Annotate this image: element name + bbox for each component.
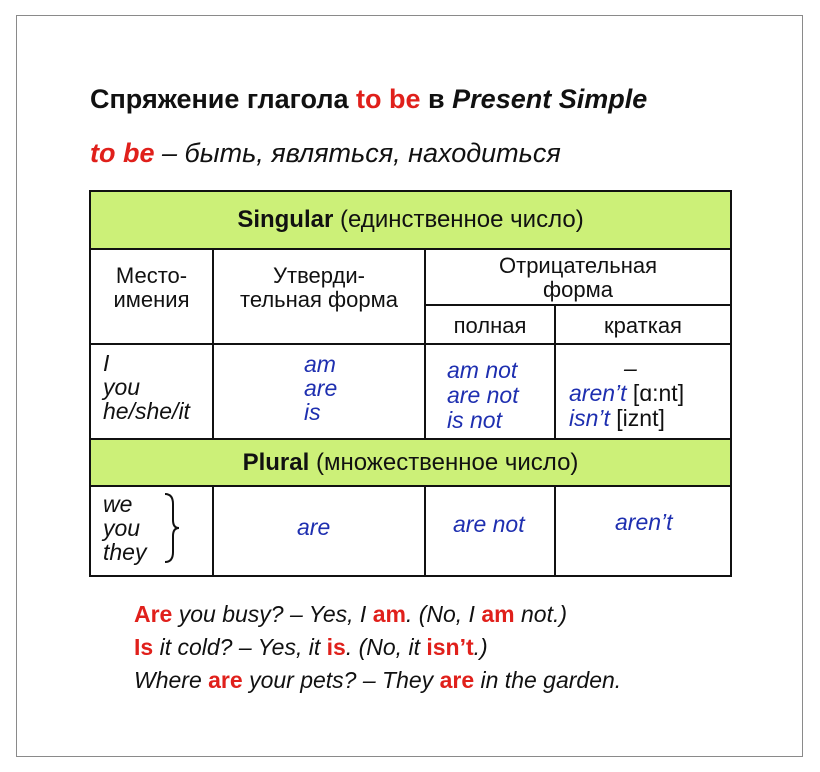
plural-affirmative: are <box>297 514 331 540</box>
singular-note: (единственное число) <box>333 206 584 233</box>
ex3-text-2: your pets? – They <box>242 667 440 693</box>
header-negative-short: краткая <box>604 313 682 338</box>
ex3-are: are <box>208 667 243 693</box>
form-am: am <box>304 351 336 377</box>
subtitle-verb: to be <box>90 138 155 168</box>
pronoun-he-she-it: he/she/it <box>103 398 190 424</box>
plural-label: Plural <box>242 449 310 476</box>
plural-heading <box>91 449 730 477</box>
conjugation-table <box>89 190 732 577</box>
form-isnt: isn’t <box>569 405 610 431</box>
short-dash: – <box>624 355 637 381</box>
ex3-text: Where <box>134 667 209 693</box>
title-text: Спряжение глагола <box>90 84 357 114</box>
singular-negative-full <box>447 358 519 433</box>
singular-heading <box>91 206 730 234</box>
title-tense: Present Simple <box>452 84 648 114</box>
title-verb: to be <box>356 84 421 114</box>
header-negative: Отрицательная форма <box>499 253 657 302</box>
form-are: are <box>304 375 338 401</box>
example-3 <box>134 664 621 697</box>
form-am-not: am not <box>447 357 518 383</box>
singular-band <box>91 192 730 248</box>
ex1-are: Are <box>134 601 173 627</box>
ex1-text-3: not.) <box>514 601 568 627</box>
plural-band <box>91 440 730 485</box>
plural-pronouns <box>103 492 146 564</box>
plural-negative-short: aren’t <box>615 509 673 535</box>
short-isnt-row <box>569 406 684 431</box>
ipa-arent: [ɑ:nt] <box>626 380 685 406</box>
title-text-2: в <box>420 84 453 114</box>
subtitle-meaning: – быть, являться, находиться <box>154 138 561 168</box>
examples <box>134 598 621 697</box>
ipa-isnt: [iznt] <box>609 405 665 431</box>
ex3-are-2: are <box>439 667 475 693</box>
form-are-not: are not <box>447 382 519 408</box>
ex2-isnt: isn’t <box>426 634 474 660</box>
form-arent: aren’t <box>569 380 627 406</box>
ex1-text-2: . (No, I <box>405 601 482 627</box>
header-negative-full: полная <box>453 313 527 338</box>
pronoun-i: I <box>103 350 110 376</box>
singular-negative-short <box>569 356 684 431</box>
page-subtitle <box>90 138 561 169</box>
singular-pronouns <box>103 351 190 423</box>
pronoun-you: you <box>103 374 141 400</box>
form-is: is <box>304 399 321 425</box>
ex3-text-3: in the garden. <box>474 667 622 693</box>
ex1-am-2: am <box>481 601 515 627</box>
ex2-text: it cold? – Yes, it <box>153 634 327 660</box>
singular-label: Singular <box>237 206 334 233</box>
ex1-text: you busy? – Yes, I <box>172 601 373 627</box>
pronoun-they: they <box>103 539 147 565</box>
plural-note: (множественное число) <box>309 449 579 476</box>
header-affirmative: Утверди- тельная форма <box>240 263 398 312</box>
short-arent-row <box>569 381 684 406</box>
example-1 <box>134 598 621 631</box>
pronoun-you-plural: you <box>103 515 141 541</box>
singular-affirmative <box>304 352 337 424</box>
page-title <box>90 84 647 115</box>
header-pronouns: Место- имения <box>113 263 190 312</box>
ex2-is-2: is <box>326 634 346 660</box>
example-2 <box>134 631 621 664</box>
ex2-text-2: . (No, it <box>345 634 427 660</box>
plural-negative-full: are not <box>453 511 525 537</box>
ex2-is: Is <box>134 634 154 660</box>
form-is-not: is not <box>447 407 502 433</box>
ex1-am: am <box>372 601 406 627</box>
brace-icon <box>161 492 181 564</box>
ex2-text-3: .) <box>473 634 488 660</box>
pronoun-we: we <box>103 491 133 517</box>
